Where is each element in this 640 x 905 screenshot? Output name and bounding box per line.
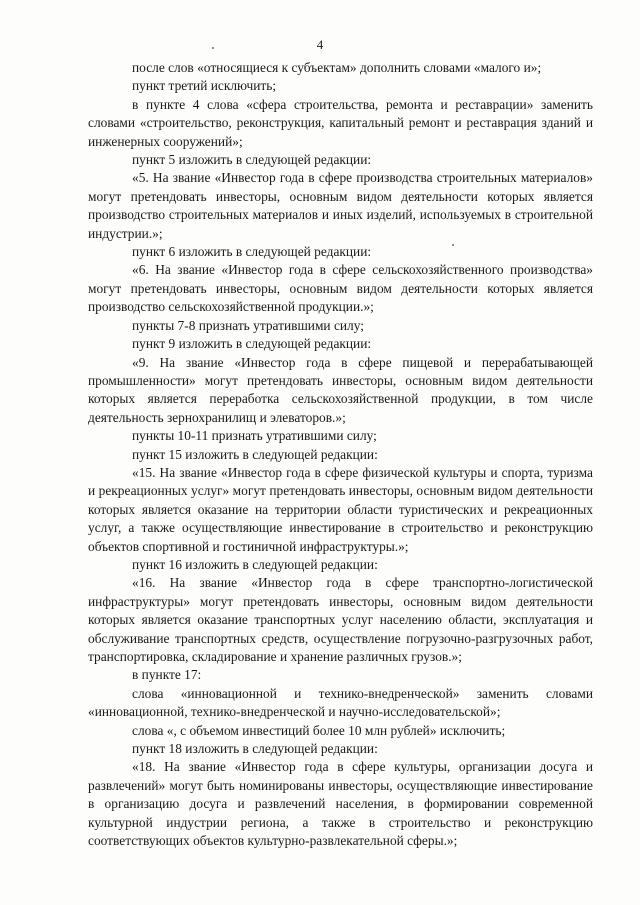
paragraph: пункт третий исключить;	[132, 78, 277, 94]
paragraph: пункт 16 изложить в следующей редакции:	[132, 556, 378, 572]
paragraph: в пункте 17:	[132, 667, 202, 683]
paragraph: пункт 15 изложить в следующей редакции:	[132, 446, 378, 462]
paragraph: пункт 6 изложить в следующей редакции:	[132, 244, 372, 260]
paragraph: в пункте 4 слова «сфера строительства, ремонта и реставрации» заменить словами «строительство, реконструкция, капитальный ремонт и реставрация зданий и инженерных сооружений»;	[88, 96, 593, 149]
paragraph: «6. На звание «Инвестор года в сфере сельскохозяйственного производства» могут претендовать инвесторы, основным видом деятельности которых является производство сельскохозяйственной продукции.»;	[88, 262, 593, 315]
paragraph: «9. На звание «Инвестор года в сфере пищевой и перерабатывающей промышленности» могут претендовать инвесторы, основным видом деятельности которых является переработка сельскохозяйственной продукции, в том числе деятельность зернохранилищ и элеваторов.»;	[88, 354, 593, 425]
paragraph: «16. На звание «Инвестор года в сфере транспортно-логистической инфраструктуры» могут претендовать инвесторы, основным видом деятельности которых является оказание транспортных услуг населению области, эксплуатация и обслуживание транспортных средств, осуществление погрузочно-разгрузочных работ, транспортировка, складирование и хранение различных грузов.»;	[88, 575, 593, 664]
paragraph: слова «, с объемом инвестиций более 10 млн рублей» исключить;	[132, 722, 506, 738]
paragraph: после слов «относящиеся к субъектам» дополнить словами «малого и»;	[132, 60, 542, 75]
page-number: 4	[316, 37, 324, 52]
paragraph: пункт 9 изложить в следующей редакции:	[132, 336, 372, 352]
paragraph: «18. На звание «Инвестор года в сфере культуры, организации досуга и развлечений» могут быть номинированы инвесторы, осуществляющие инвестирование в организацию досуга и развлечений населения, в формировании современной культурной индустрии региона, а также в строительство и реконструкцию соответствующих объектов культурно-развлекательной сферы.»;	[88, 759, 593, 849]
scan-speck	[212, 47, 214, 49]
paragraph: пункт 18 изложить в следующей редакции:	[132, 741, 378, 757]
document-text-body	[88, 59, 593, 850]
paragraph: пункт 5 изложить в следующей редакции:	[132, 152, 372, 168]
paragraph: «5. На звание «Инвестор года в сфере производства строительных материалов» могут претендовать инвесторы, основным видом деятельности которых является производство строительных материалов и иных изделий, используемых в строительной индустрии.»;	[88, 170, 593, 241]
paragraph: слова «инновационной и технико-внедренческой» заменить словами «инновационной, технико-внедренческой и научно-исследовательской»;	[88, 685, 593, 720]
paragraph: «15. На звание «Инвестор года в сфере физической культуры и спорта, туризма и рекреационных услуг» могут претендовать инвесторы, основным видом деятельности которых является оказание на территории области туристических и рекреационных услуг, а также осуществляющие инвестирование в строительство и реконструкцию объектов спортивной и гостиничной инфраструктуры.»;	[88, 464, 593, 554]
paragraph: пункты 10-11 признать утратившими силу;	[132, 428, 377, 444]
paragraph: пункты 7-8 признать утратившими силу;	[132, 317, 364, 333]
